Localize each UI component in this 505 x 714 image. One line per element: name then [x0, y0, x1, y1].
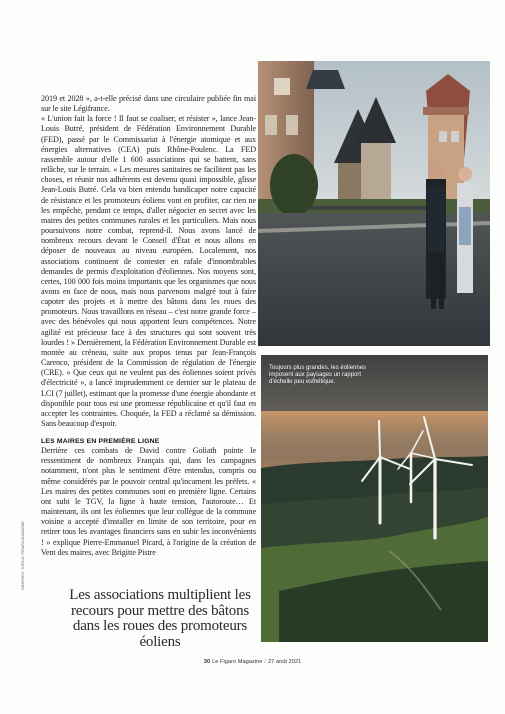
article-paragraph-1: 2019 et 2028 », a-t-elle précisé dans une circulaire publiée fin mai sur le site Légifrance. — [41, 94, 256, 114]
wind-turbine-landscape-illustration — [261, 355, 488, 642]
publication-date: 27 août 2021 — [267, 659, 302, 665]
article-column — [41, 94, 256, 558]
wind-turbines-photo — [261, 355, 488, 642]
chateau-scene-illustration — [258, 61, 490, 346]
page-footer — [0, 659, 505, 666]
photo-credit: GRAPHICS: TOPICS / FIGARO MAGAZINE — [21, 521, 25, 590]
publication-name: Le Figaro Magazine — [212, 659, 263, 665]
footer-separator: / — [264, 659, 266, 665]
article-paragraph-3: Derrière ces combats de David contre Goliath pointe le ressentiment de nombreux Français qui, dans les campagnes notamment, n'ont plus le sentiment d'être entendus, compris ou même considérés par le pouvoir central qu'incarnent les préfets. « Les maires des petites communes sont en première ligne. Certains ont subi le TGV, la ligne à haute tension, l'autoroute… Et maintenant, ils ont les éoliennes que leur collègue de la commune voisine a accepté d'installer en limite de son territoire, pour en retirer tous les avantages financiers sans en subir les inconvénients ! » explique Pierre-Emmanuel Picard, à l'origine de la création de Vent des maires, avec Brigitte Pistre — [41, 446, 256, 557]
chateau-photo — [258, 61, 490, 346]
pull-quote: Les associations multiplient les recours pour mettre des bâtons dans les roues des promoteurs éoliens — [69, 587, 251, 650]
article-subhead: LES MAIRES EN PREMIÈRE LIGNE — [41, 438, 160, 446]
page-number: 30 — [203, 659, 211, 665]
article-paragraph-2: « L'union fait la force ! Il faut se coaliser, et résister », lance Jean-Louis Butré, président de Fédération Environnement Durable (FED), passé par le Commissariat à l'énergie atomique et aux énergies alternatives (CEA) puis Rhône-Poulenc. La FED rassemble autour d'elle 1 600 associations qui se battent, sans relâche, sur le terrain. « Les mesures sanitaires ne facilitent pas les choses, et réunir nos adhérents est devenu quasi impossible, glisse Jean-Louis Butré. Cela va bien entendu handicaper notre capacité de résistance et les promoteurs éoliens vont en profiter, car rien ne les empêche, pendant ce temps, d'aller négocier en secret avec les maires des petites communes rurales et les particuliers. Mais nous poursuivons notre combat, reprend-il. Nous avons lancé de nombreux recours devant le Conseil d'État et nous allons en déposer de nouveaux au niveau européen. Localement, nos associations continuent de contester en rafale d'innombrables demandes de permis d'exploitation d'éoliennes. Nos moyens sont, certes, 100 000 fois moins importants que les organismes que nous avons en face de nous, mais nous parvenons malgré tout à faire capoter des projets et à mettre des bâtons dans les roues des promoteurs. Nous travaillons en réseau – c'est notre grande force – avec des bénévoles qui nous apportent leurs compétences. Notre agilité est précieuse face à des structures qui sont souvent très lourdes ! » Dernièrement, la Fédération Environnement Durable est montée au créneau, suite aux propos tenus par Jean-François Carenco, président de la Commission de régulation de l'énergie (CRE). « Que ceux qui ne veulent pas des éoliennes soient privés d'électricité », a lancé imprudemment ce dernier sur le plateau de LCI (7 juillet), estimant que la promesse d'une énergie abondante et disponible pour tous est une promesse républicaine et qu'il faut en accepter les contraintes. Choquée, la FED a réclamé sa démission. Sans beaucoup d'espoir. — [41, 114, 256, 428]
photo-caption: Toujours plus grandes, les éoliennes imposent aux paysages un rapport d'échelle peu esthétique. — [269, 365, 367, 385]
